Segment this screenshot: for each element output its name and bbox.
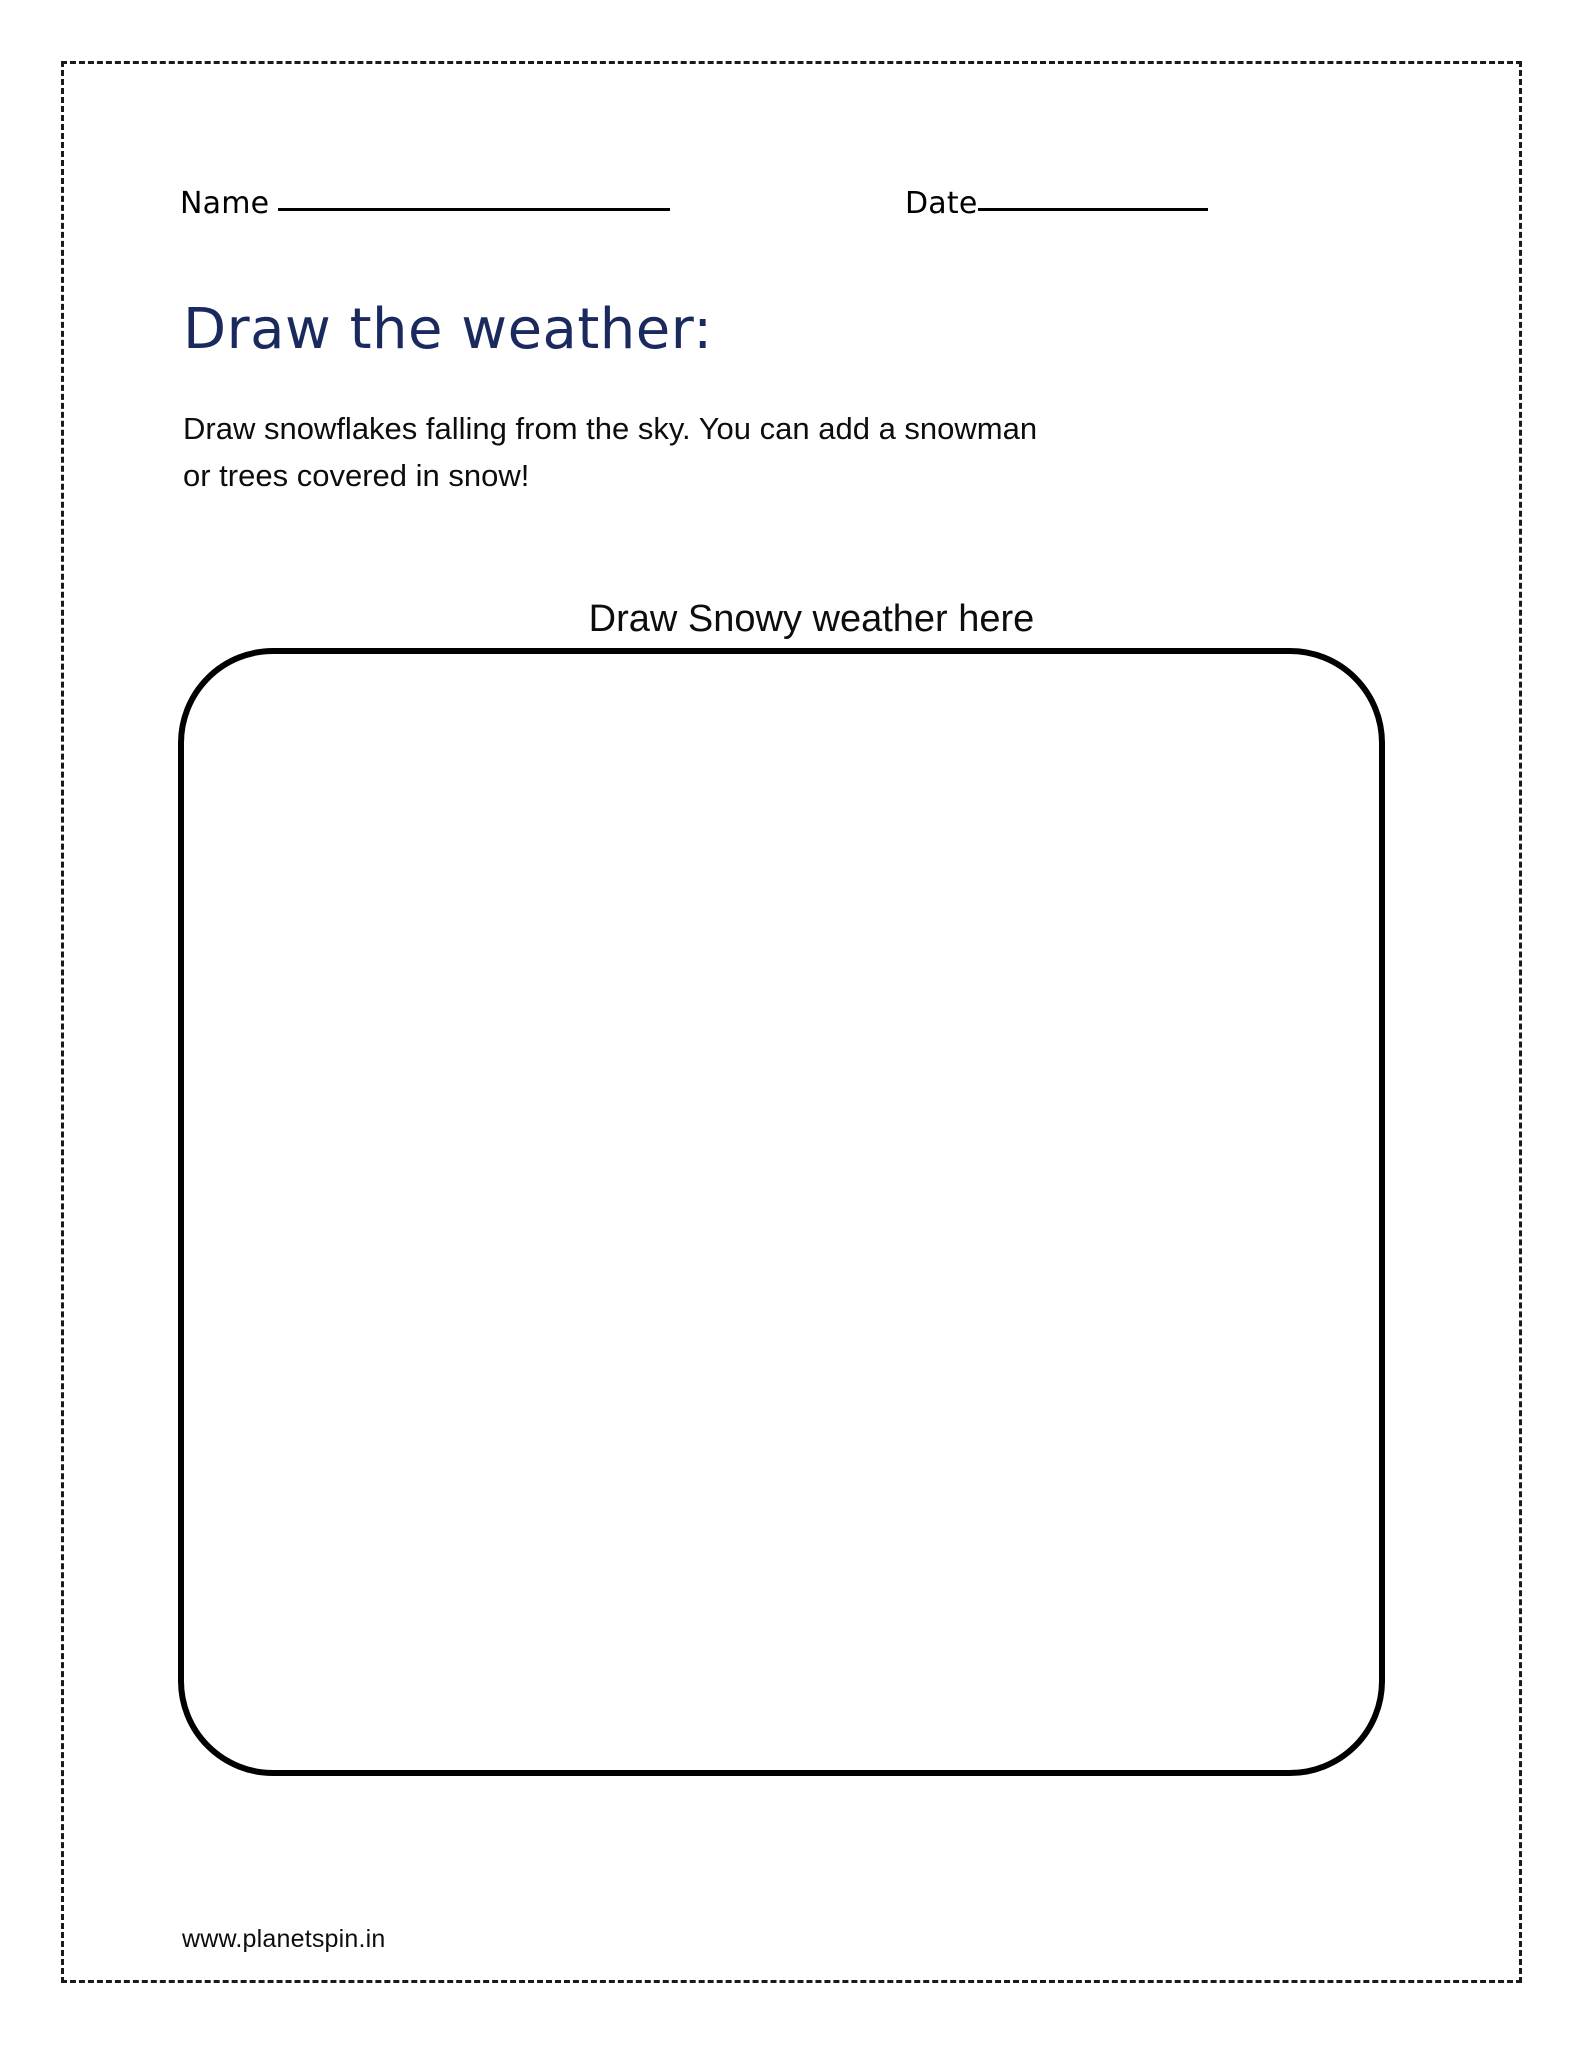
instructions-text: Draw snowflakes falling from the sky. You can add a snowman or trees covered in snow!: [183, 411, 1038, 493]
date-field-group: [905, 186, 1208, 221]
date-label: Date: [905, 186, 978, 221]
name-field-group: [180, 186, 670, 221]
student-meta-row: [0, 186, 1583, 232]
date-input-line[interactable]: [978, 208, 1208, 211]
page-title: Draw the weather:: [183, 297, 713, 362]
name-input-line[interactable]: [278, 208, 670, 211]
drawing-area-caption: Draw Snowy weather here: [588, 598, 1035, 640]
drawing-canvas-box[interactable]: [178, 648, 1385, 1776]
name-label: Name: [180, 186, 270, 221]
footer-website-url: www.planetspin.in: [182, 1925, 386, 1953]
